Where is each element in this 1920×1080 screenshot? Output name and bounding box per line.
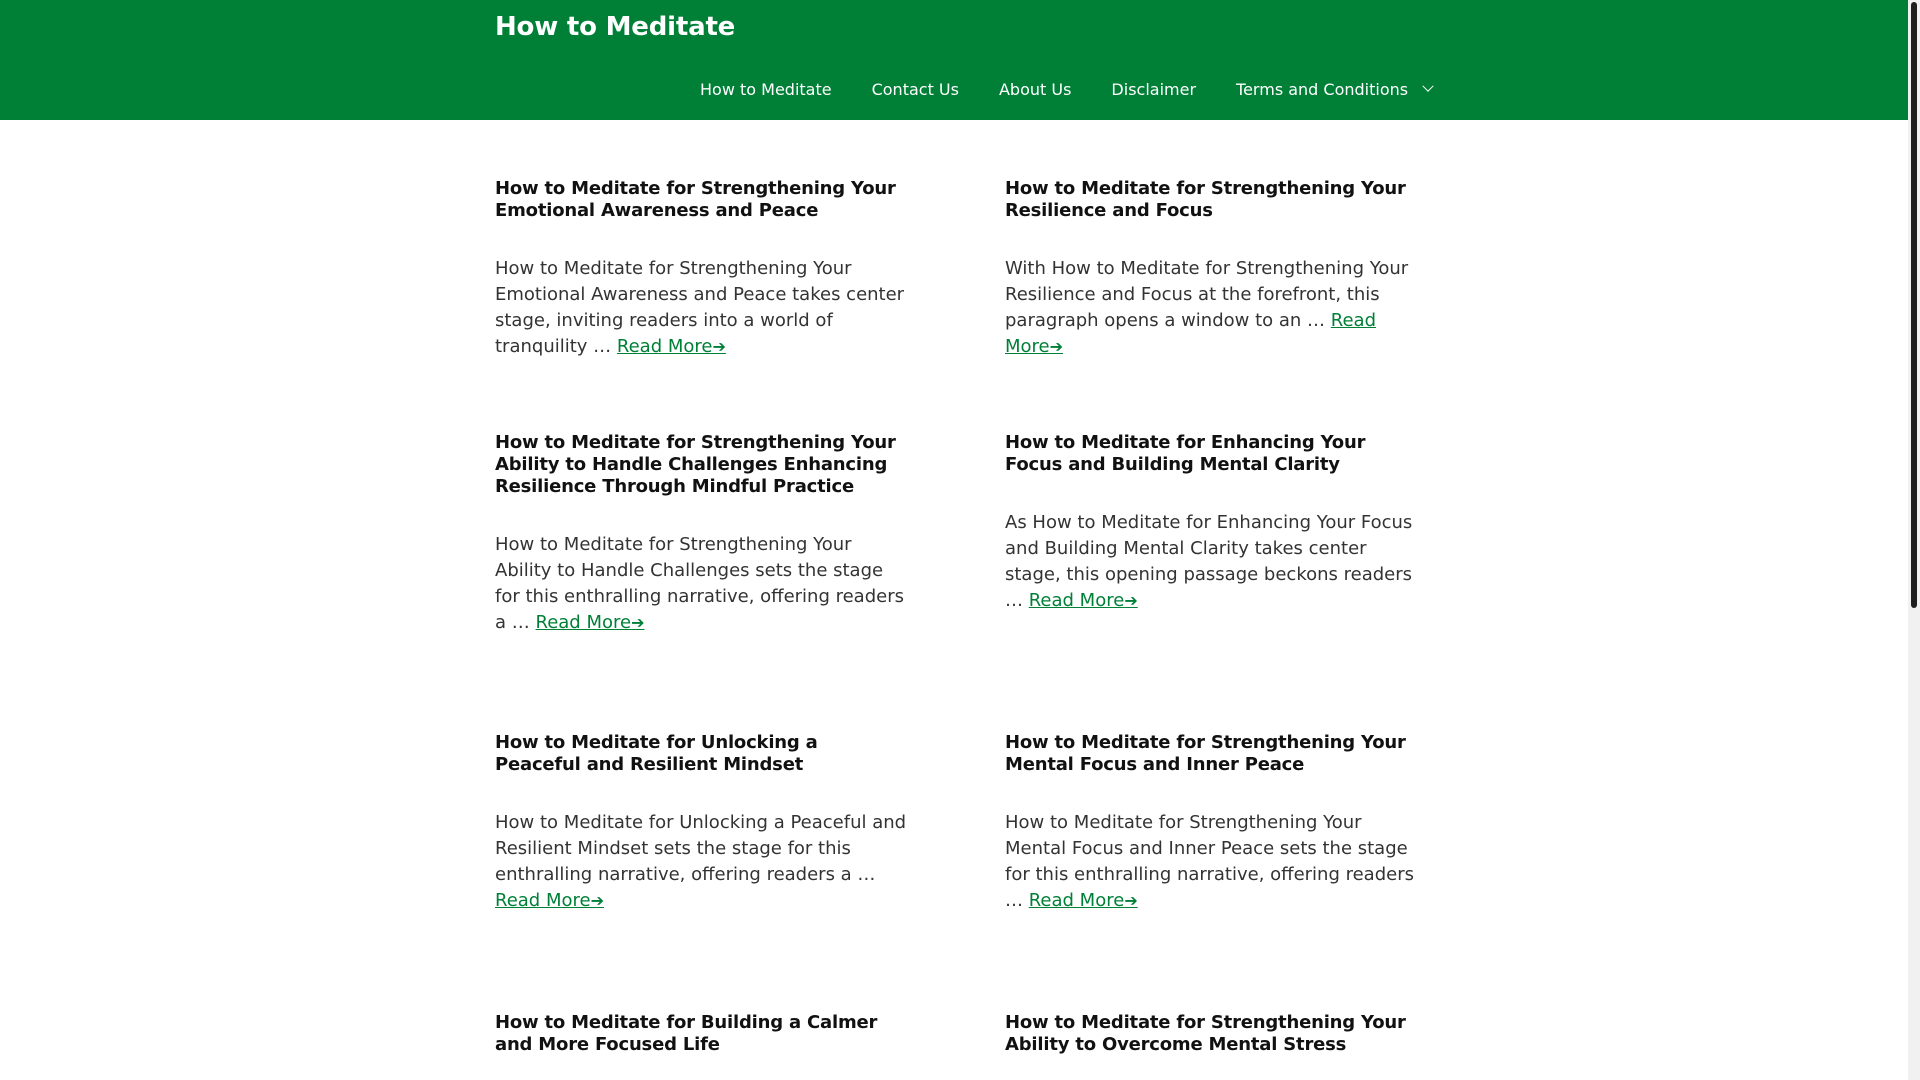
post-title	[495, 1012, 907, 1056]
post-title	[1005, 1012, 1417, 1056]
arrow-right-icon: ➔	[1124, 591, 1138, 610]
arrow-right-icon: ➔	[1049, 337, 1064, 356]
site-title[interactable]: How to Meditate	[495, 12, 736, 42]
post-title-link[interactable]: How to Meditate for Unlocking a Peaceful and Resilient Mindset	[495, 732, 818, 775]
post-card	[1005, 1012, 1417, 1056]
arrow-right-icon: ➔	[631, 613, 645, 632]
post-excerpt	[495, 532, 907, 636]
post-title-link[interactable]: How to Meditate for Strengthening Your Emotional Awareness and Peace	[495, 178, 896, 221]
post-excerpt	[1005, 810, 1417, 914]
read-more-link[interactable]: Read More➔	[616, 336, 726, 357]
post-title-link[interactable]: How to Meditate for Strengthening Your Mental Focus and Inner Peace	[1005, 732, 1406, 775]
post-excerpt	[495, 256, 907, 360]
post-excerpt-text: As How to Meditate for Enhancing Your Focus and Building Mental Clarity takes center stage, this opening passage beckons readers …	[1005, 512, 1413, 611]
post-excerpt-text: With How to Meditate for Strengthening Your Resilience and Focus at the forefront, this paragraph opens a window to an …	[1005, 258, 1409, 331]
read-more-link[interactable]: Read More➔	[535, 612, 645, 633]
post-title-link[interactable]: How to Meditate for Enhancing Your Focus and Building Mental Clarity	[1005, 432, 1366, 475]
arrow-right-icon: ➔	[590, 891, 604, 910]
post-title	[1005, 178, 1417, 222]
arrow-right-icon: ➔	[1124, 891, 1138, 910]
arrow-right-icon: ➔	[712, 337, 726, 356]
post-excerpt-text: How to Meditate for Unlocking a Peaceful and Resilient Mindset sets the stage for this enthralling narrative, offering readers a …	[495, 812, 907, 885]
post-card	[1005, 178, 1417, 360]
post-excerpt-text: How to Meditate for Strengthening Your Mental Focus and Inner Peace sets the stage for this enthralling narrative, offering readers …	[1005, 812, 1414, 911]
post-card	[495, 432, 907, 636]
main-nav	[680, 62, 1452, 116]
nav-item-label: About Us	[998, 79, 1072, 99]
nav-item-label: Terms and Conditions	[1236, 79, 1409, 99]
post-title-link[interactable]: How to Meditate for Strengthening Your Ability to Overcome Mental Stress	[1005, 1012, 1406, 1055]
post-excerpt	[495, 810, 907, 914]
post-excerpt-text: How to Meditate for Strengthening Your Emotional Awareness and Peace takes center stage, inviting readers into a world of tranquility …	[495, 258, 905, 357]
read-more-link[interactable]: Read More➔	[1028, 890, 1138, 911]
read-more-link[interactable]: Read More➔	[495, 890, 604, 911]
vertical-scrollbar[interactable]	[1908, 0, 1920, 1080]
post-title	[495, 178, 907, 222]
nav-item-label: Disclaimer	[1111, 79, 1197, 99]
post-card	[495, 732, 907, 914]
post-title	[495, 732, 907, 776]
nav-item-about-us[interactable]	[979, 80, 1091, 99]
nav-item-label: Contact Us	[871, 79, 959, 99]
nav-item-contact-us[interactable]	[852, 80, 979, 99]
post-excerpt	[1005, 256, 1417, 360]
post-card	[1005, 732, 1417, 914]
nav-item-disclaimer[interactable]	[1091, 80, 1216, 99]
post-excerpt	[1005, 510, 1417, 614]
post-card	[495, 1012, 907, 1056]
post-title	[495, 432, 907, 498]
site-header	[0, 0, 1908, 120]
scrollbar-thumb[interactable]	[1911, 2, 1917, 608]
post-title	[1005, 732, 1417, 776]
post-card	[495, 178, 907, 360]
post-excerpt-text: How to Meditate for Strengthening Your Ability to Handle Challenges sets the stage for this enthralling narrative, offering readers a …	[495, 534, 904, 633]
read-more-link[interactable]: Read More➔	[1005, 310, 1377, 357]
nav-item-terms-and-conditions[interactable]	[1216, 80, 1452, 99]
post-title-link[interactable]: How to Meditate for Building a Calmer and More Focused Life	[495, 1012, 878, 1055]
nav-item-label: How to Meditate	[700, 79, 832, 99]
post-title-link[interactable]: How to Meditate for Strengthening Your Resilience and Focus	[1005, 178, 1406, 221]
nav-item-how-to-meditate[interactable]	[680, 80, 852, 99]
chevron-down-icon[interactable]	[1422, 81, 1433, 92]
post-title	[1005, 432, 1417, 476]
post-card	[1005, 432, 1417, 614]
read-more-link[interactable]: Read More➔	[1028, 590, 1138, 611]
post-title-link[interactable]: How to Meditate for Strengthening Your Ability to Handle Challenges Enhancing Resilience Through Mindful Practice	[495, 432, 896, 497]
